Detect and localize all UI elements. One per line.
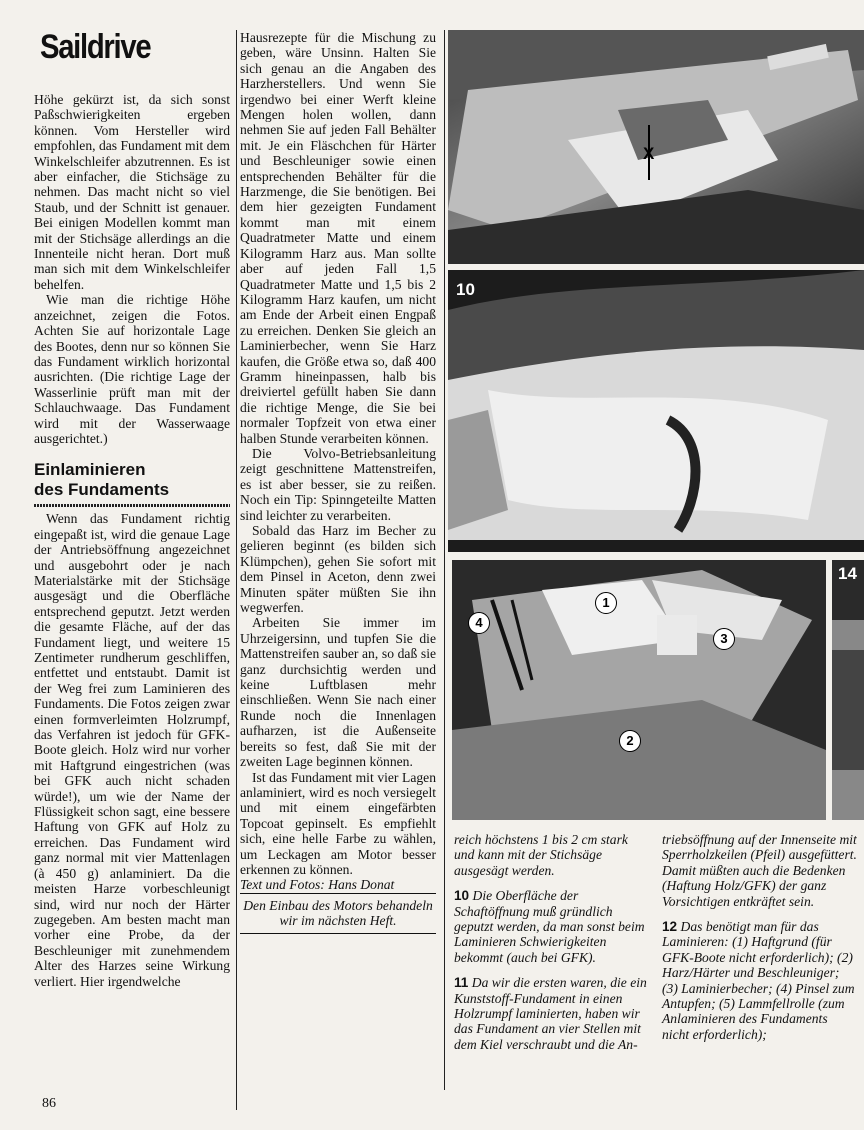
- caption-text: triebsöffnung auf der Innenseite mit Sperrholzkeilen (Pfeil) ausgefüttert. Damit müßten auch die Bedenken (Haftung Holz/GFK) der ganz Vorsichtigen entkräftet sein.: [662, 832, 857, 909]
- photo-partial-right: [832, 560, 864, 820]
- paragraph: Höhe gekürzt ist, da sich sonst Paßschwierigkeiten ergeben können. Vom Hersteller wird empfohlen, das Fundament mit dem Winkelschleifer abzutrennen. Es ist aber einfacher, die Stichsäge zu nehmen. Das macht nicht so viel Staub, und der Schnitt ist genauer. Bei einigen Modellen kommt man mit der Stichsäge allerdings an die Innenteile nicht heran. Dort muß man sich mit dem Winkelschleifer behelfen.: [34, 92, 230, 292]
- photo-marker: 1: [595, 592, 617, 614]
- column-rule: [236, 30, 237, 1110]
- page-number: 86: [42, 1096, 56, 1111]
- section-heading: [34, 460, 230, 500]
- section-heading-line: Einlaminieren: [34, 460, 146, 480]
- page-title: Saildrive: [40, 28, 151, 66]
- photo-number: 10: [456, 280, 475, 299]
- caption-number: 10: [454, 888, 470, 904]
- paragraph: Die Volvo-Betriebsanleitung zeigt geschnittene Mattenstreifen, es ist aber besser, sie zu reißen. Noch ein Tip: Spinngeteilte Matten sind leichter zu verarbeiten.: [240, 445, 436, 523]
- photo-marker: 2: [619, 730, 641, 752]
- caption-column-left: [454, 832, 650, 1062]
- paragraph: Wie man die richtige Höhe anzeichnet, zeigen die Fotos. Achten Sie auf horizontale Lage des Bootes, denn nur so können Sie das Fundament wirklich horizontal ausrichten. (Die richtige Lage der Wasserlinie prüft man mit der Schlauchwaage. Das Fundament wird mit der Wasserwaage ausgerichtet.): [34, 292, 230, 446]
- caption-12: [662, 919, 858, 1042]
- section-heading-line: des Fundaments: [34, 480, 170, 500]
- caption-11: [454, 975, 650, 1052]
- caption-text: Da wir die ersten waren, die ein Kunststoff-Fundament in einen Holzrumpf laminierten, haben wir das Fundament an vier Stellen mit dem Kiel verschraubt und die An-: [454, 975, 647, 1052]
- text-column-1: [34, 92, 230, 989]
- caption-number: 12: [662, 919, 678, 935]
- photo-marker: 4: [468, 612, 490, 634]
- paragraph: Sobald das Harz im Becher zu gelieren beginnt (es bilden sich Klümpchen), gehen Sie sofort mit dem Pinsel in Aceton, denn zwei Minuten später müßten Sie ihn wegwerfen.: [240, 523, 436, 616]
- paragraph: Wenn das Fundament richtig eingepaßt ist, wird die genaue Lage der Antriebsöffnung angezeichnet und ausgebohrt oder je nach Materialstärke mit der Stichsäge ausgesägt und die Oberfläche entsprechend geputzt. Jetzt werden die gesamte Fläche, auf der das Fundament liegt, und weitere 15 Zentimeter rundherum geschliffen, entfettet und entstaubt. Damit ist der Weg frei zum Laminieren des Fundaments. Die Fotos zeigen zwar einen formverleimten Holzrumpf, das Verfahren ist jedoch für GFK-Boote gleich. Holz wird nur vorher mit Haftgrund eingestrichen (was bei GFK auch nicht schaden würde!), um wie der Name der Flüssigkeit schon sagt, eine bessere Haftung von GFK auf Holz zu erreichen. Das Fundament wird ganz normal mit vier Mattenlagen (à 450 g) anlaminiert. Da die meisten Harze vorbeschleunigt sind, wird nur noch der Härter zugegeben. Am besten macht man vorher eine Probe, da der Beschleuniger mit zunehmendem Alter des Harzes seine Wirkung verliert. Hier irgendwelche: [34, 511, 230, 989]
- photo-number: 14: [838, 564, 857, 583]
- caption-text: Das benötigt man für das Laminieren: (1) Haftgrund (für GFK-Boote nicht erforderlich); (2) Harz/Härter und Beschleuniger; (3) Laminierbecher; (4) Pinsel zum Antupfen; (5) Lammfellrolle (zum Anlaminieren des Fundaments nicht erforderlich);: [662, 919, 855, 1042]
- caption-text: reich höchstens 1 bis 2 cm stark und kann mit der Stichsäge ausgesägt werden.: [454, 832, 628, 878]
- caption-number: 11: [454, 975, 469, 991]
- caption-column-right: [662, 832, 858, 1052]
- photo-hull-foundation: [448, 30, 864, 264]
- photo-laminating-materials: [452, 560, 826, 820]
- column-rule: [444, 30, 445, 1090]
- paragraph: Arbeiten Sie immer im Uhrzeigersinn, und tupfen Sie die Mattenstreifen sauber an, so daß sie ganz durchsichtig werden und keine Luftblasen mehr einschließen. Wenn Sie nach einer Runde noch die Innenlagen aufharzen, ist die Außenseite bereits so fest, daß Sie mit der zweiten Lage beginnen können.: [240, 615, 436, 770]
- next-issue-note: Den Einbau des Motors behandeln wir im nächsten Heft.: [240, 893, 436, 934]
- text-column-2: [240, 30, 436, 934]
- paragraph: Ist das Fundament mit vier Lagen anlaminiert, wird es noch versiegelt und mit einem eingefärbten Topcoat gepinselt. Es empfiehlt sich, eine helle Farbe zu wählen, um Leckagen am Motor besser erkennen zu können.: [240, 769, 436, 877]
- heading-rule: [34, 504, 230, 507]
- photo-marker: 3: [713, 628, 735, 650]
- photo-shaft-opening: [448, 270, 864, 552]
- caption-text: Die Oberfläche der Schaftöffnung muß gründlich geputzt werden, da man sonst beim Laminieren Schwierigkeiten bekommt (auch bei GFK).: [454, 888, 645, 965]
- caption-10: [454, 888, 650, 965]
- paragraph: Hausrezepte für die Mischung zu geben, wäre Unsinn. Halten Sie sich genau an die Angaben des Harzherstellers. Und wenn Sie irgendwo bei einer Werft kleine Mengen holen wollen, dann nehmen Sie auf jeden Fall Behälter mit. Je ein Fläschchen für Härter und Beschleuniger sowie einen entsprechenden Behälter für die Harzmenge, die Sie benötigen. Bei dem hier gezeigten Fundament kommt man mit einem Quadratmeter Matte und einem Kilogramm Harz aus. Man sollte aber auf jeden Fall 1,5 Quadratmeter Matte und 1,5 bis 2 Kilogramm Harz kaufen, um nicht am Ende der Arbeit einen Engpaß zu erreichen. Denken Sie gleich an Laminierbecher, wenn Sie Harz kaufen, die Größe etwa so, daß 400 Gramm hineinpassen, halb bis dreiviertel gefüllt haben Sie dann die richtige Menge, die Sie bei normaler Topfzeit von etwa einer halben Stunde verarbeiten können.: [240, 30, 436, 446]
- photo-label: X: [643, 144, 655, 163]
- author-credit: Text und Fotos: Hans Donat: [240, 877, 395, 893]
